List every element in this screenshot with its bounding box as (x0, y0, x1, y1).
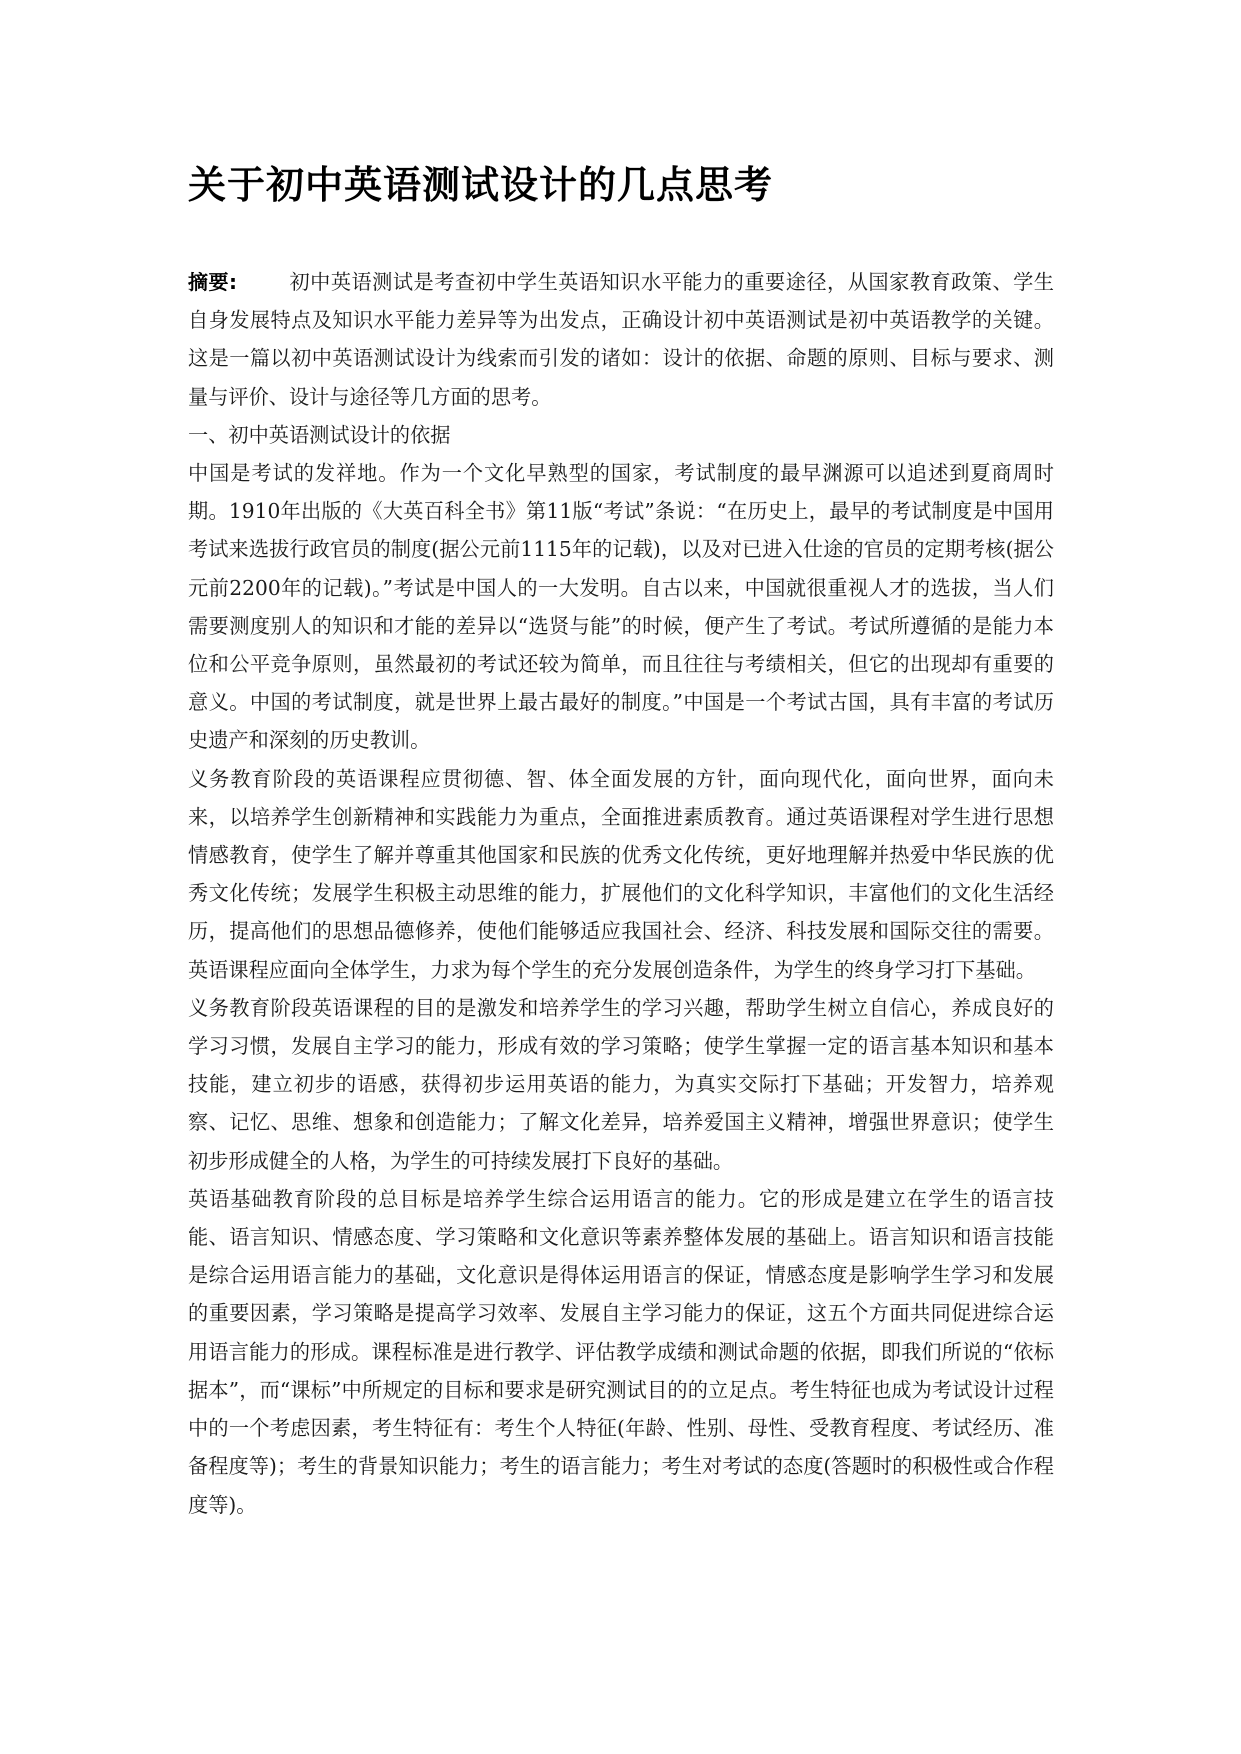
abstract-label: 摘要: (188, 270, 237, 294)
section-heading: 一、初中英语测试设计的依据 (188, 422, 451, 447)
body-paragraph-4: 英语基础教育阶段的总目标是培养学生综合运用语言的能力。它的形成是建立在学生的语言技能、语言知识、情感态度、学习策略和文化意识等素养整体发展的基础上。语言知识和语言技能是综合运用语言能力的基础，文化意识是得体运用语言的保证，情感态度是影响学生学习和发展的重要因素，学习策略是提高学习效率、发展自主学习能力的保证，这五个方面共同促进综合运用语言能力的形成。课程标准是进行教学、评估教学成绩和测试命题的依据，即我们所说的“依标据本”，而“课标”中所规定的目标和要求是研究测试目的的立足点。考生特征也成为考试设计过程中的一个考虑因素，考生特征有：考生个人特征(年龄、性别、母性、受教育程度、考试经历、准备程度等)；考生的背景知识能力；考生的语言能力；考生对考试的态度(答题时的积极性或合作程度等)。 (188, 1186, 1054, 1517)
body-paragraph-3: 义务教育阶段英语课程的目的是激发和培养学生的学习兴趣，帮助学生树立自信心，养成良好的学习习惯，发展自主学习的能力，形成有效的学习策略；使学生掌握一定的语言基本知识和基本技能，建立初步的语感，获得初步运用英语的能力，为真实交际打下基础；开发智力，培养观察、记忆、思维、想象和创造能力；了解文化差异，培养爱国主义精神，增强世界意识；使学生初步形成健全的人格，为学生的可持续发展打下良好的基础。 (188, 995, 1054, 1173)
body-paragraph-1: 中国是考试的发祥地。作为一个文化早熟型的国家，考试制度的最早渊源可以追述到夏商周时期。1910年出版的《大英百科全书》第11版“考试”条说：“在历史上，最早的考试制度是中国用考试来选拔行政官员的制度(据公元前1115年的记载)，以及对已进入仕途的官员的定期考核(据公元前2200年的记载)。”考试是中国人的一大发明。自古以来，中国就很重视人才的选拔，当人们需要测度别人的知识和才能的差异以“选贤与能”的时候，便产生了考试。考试所遵循的是能力本位和公平竞争原则，虽然最初的考试还较为简单，而且往往与考绩相关，但它的出现却有重要的意义。中国的考试制度，就是世界上最古最好的制度。”中国是一个考试古国，具有丰富的考试历史遗产和深刻的历史教训。 (188, 461, 1054, 753)
document-page (188, 155, 1054, 1524)
abstract-paragraph (188, 263, 1054, 416)
abstract-text: 初中英语测试是考查初中学生英语知识水平能力的重要途径，从国家教育政策、学生自身发展特点及知识水平能力差异等为出发点，正确设计初中英语测试是初中英语教学的关键。这是一篇以初中英语测试设计为线索而引发的诸如：设计的依据、命题的原则、目标与要求、测量与评价、设计与途径等几方面的思考。 (188, 270, 1054, 409)
document-title: 关于初中英语测试设计的几点思考 (188, 163, 774, 207)
body-paragraph-2: 义务教育阶段的英语课程应贯彻德、智、体全面发展的方针，面向现代化，面向世界，面向未来，以培养学生创新精神和实践能力为重点，全面推进素质教育。通过英语课程对学生进行思想情感教育，使学生了解并尊重其他国家和民族的优秀文化传统，更好地理解并热爱中华民族的优秀文化传统；发展学生积极主动思维的能力，扩展他们的文化科学知识，丰富他们的文化生活经历，提高他们的思想品德修养，使他们能够适应我国社会、经济、科技发展和国际交往的需要。英语课程应面向全体学生，力求为每个学生的充分发展创造条件，为学生的终身学习打下基础。 (188, 766, 1054, 982)
